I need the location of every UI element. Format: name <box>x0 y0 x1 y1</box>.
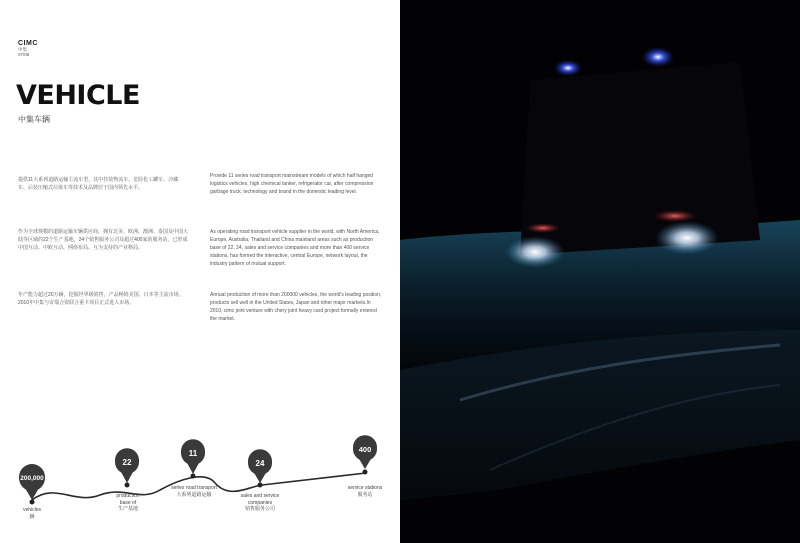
timeline-label-cn-5: 服务站 <box>357 491 373 498</box>
marker-value-4: 24 <box>255 459 265 468</box>
marker-value-2: 22 <box>122 458 132 467</box>
siren-light-right <box>642 47 674 67</box>
timeline-label-cn-1: 辆 <box>29 513 35 520</box>
timeline-label-en-4: sales and service companies <box>240 493 280 506</box>
night-vehicle-photo <box>400 0 800 543</box>
paragraph-cn-2: 作为全球规模的道路运输车辆供应商，拥有北美、欧洲、澳洲、泰国及中国大陆等区域的22个生产基地，24个销售服务公司及超过400家的服务站，已形成中国互动、中欧互动、网络布局、互为支持的产业格局。 <box>18 229 189 251</box>
timeline-marker-2 <box>115 448 139 487</box>
paragraph-en-3: Annual production of more than 200000 vehicles, the world's leading position, products sell well in the United States, Japan and other major markets.In 2010, cimc joint venture with chery joint heavy card project formally entered the market. <box>210 292 382 322</box>
timeline-marker-3 <box>181 439 205 478</box>
taillight-right <box>653 210 697 222</box>
paragraph-cn-1: 提供11大系列道路运输主流车型，其中挂装物流车、危险化工罐车、冷藏车、后装压缩式垃圾车等技术及品牌居于国内领先水平。 <box>18 177 179 191</box>
timeline-label-4 <box>236 493 284 513</box>
paragraph-cn-3: 年产能力超过20万辆，挖掘世界级销售，产品畅销美国、日本等主流市场。2010年中集与奇瑞合资联合重卡项目正式进入市场。 <box>18 292 184 306</box>
siren-light-left <box>554 60 582 76</box>
page-title: VEHICLE <box>16 80 140 111</box>
brand-name: CIMC <box>18 40 38 47</box>
timeline-label-en-2: production base of <box>116 493 140 506</box>
timeline-label-5 <box>340 485 390 498</box>
marker-value-5: 400 <box>358 445 372 454</box>
timeline-label-en-1: vehicles <box>22 507 42 513</box>
timeline-marker-4 <box>248 449 272 487</box>
timeline-marker-1 <box>19 464 45 504</box>
timeline-label-cn-4: 销售服务公司 <box>244 506 275 512</box>
timeline <box>0 430 400 543</box>
timeline-label-en-5: service stations <box>347 485 383 491</box>
timeline-marker-5 <box>353 435 377 474</box>
marker-value-1: 200,000 <box>20 475 44 482</box>
headlight-left <box>505 236 565 268</box>
timeline-label-1 <box>12 507 52 520</box>
timeline-label-3 <box>171 485 217 498</box>
timeline-label-2 <box>112 493 144 513</box>
timeline-label-en-3: series road transport <box>171 485 217 491</box>
paragraph-en-2: As operating road transport vehicle supplier in the world, with North America, Europe, Australia, Thailand and China mainland areas such as production base of 22, 24, sales and service companies and more than 400 service stations, has formed the interactive, central Europe, network layout, the industry pattern of mutual support. <box>210 229 380 267</box>
photo-illustration <box>400 0 800 543</box>
paragraph-en-1: Provide 11 series road transport mainstream models of which half hanged logistics vehicles, high chemical tanker, refrigerator car, after compression garbage truck, technology and brand in the domestic leading level. <box>210 173 374 195</box>
headlight-right <box>655 221 719 255</box>
timeline-label-cn-2: 生产基地 <box>117 506 138 512</box>
brand-sub: 中集 <box>18 47 27 52</box>
taillight-left <box>525 223 561 233</box>
timeline-label-cn-3: 大系列道路运输 <box>176 491 212 498</box>
page-title-cn: 中集车辆 <box>18 115 50 124</box>
marker-value-3: 11 <box>188 449 198 458</box>
page-number: 07/08 <box>18 52 30 57</box>
